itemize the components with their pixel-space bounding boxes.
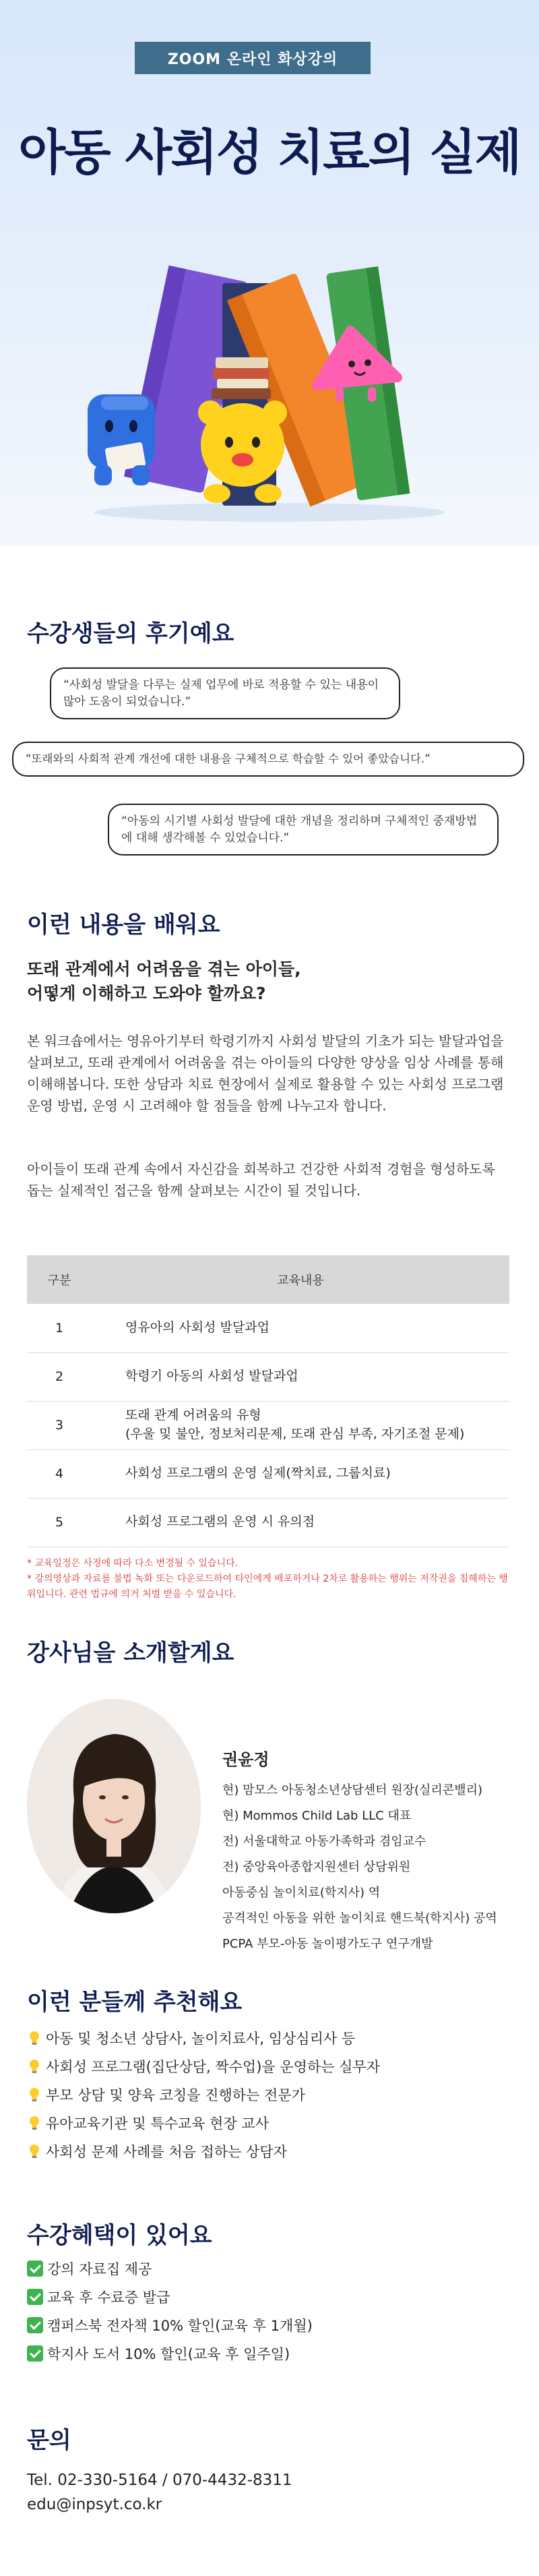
list-item: [27, 2080, 380, 2109]
career-item: 현) Mommos Child Lab LLC 대표: [222, 1809, 412, 1823]
instructor-name: 권윤정: [222, 1750, 270, 1769]
lightbulb-icon: [27, 2115, 42, 2131]
hero-illustration: [67, 243, 472, 526]
learn-subtitle-line: 어떻게 이해하고 도와야 할까요?: [27, 984, 266, 1004]
contact-title: 문의: [27, 2427, 71, 2454]
hero-banner: [0, 0, 539, 546]
row-number: 5: [27, 1498, 92, 1547]
benefits-title: 수강혜택이 있어요: [27, 2222, 212, 2249]
check-icon: [27, 2260, 43, 2277]
recommend-title: 이런 분들께 추천해요: [27, 1989, 243, 2016]
career-item: 현) 맘모스 아동청소년상담센터 원장(실리콘밸리): [222, 1783, 482, 1797]
list-item-text: 아동 및 청소년 상담사, 놀이치료사, 임상심리사 등: [46, 2031, 356, 2047]
learn-paragraph: 본 워크숍에서는 영유아기부터 학령기까지 사회성 발달의 기초가 되는 발달과업을 살펴보고, 또래 관계에서 어려움을 겪는 아이들의 다양한 양상을 임상 사례를 통해 이해해봅니다. 또한 상담과 치료 현장에서 실제로 활용할 수 있는 사회성 프로그램 운영 방법, 운영 시 고려해야 할 점들을 함께 나누고자 합니다.: [27, 1033, 504, 1114]
list-item-text: 사회성 프로그램(집단상담, 짝수업)을 운영하는 실무자: [46, 2059, 381, 2075]
lightbulb-icon: [27, 2143, 42, 2159]
list-item-text: 교육 후 수료증 발급: [47, 2289, 170, 2306]
career-item: 공격적인 아동을 위한 놀이치료 핸드북(학지사) 공역: [222, 1911, 497, 1925]
list-item-text: 부모 상담 및 양육 코칭을 진행하는 전문가: [46, 2087, 305, 2103]
notice-notes: [27, 1556, 512, 1602]
row-content: [92, 1352, 509, 1401]
lightbulb-icon: [27, 2087, 42, 2103]
lightbulb-icon: [27, 2058, 42, 2074]
contact-info: [27, 2469, 292, 2517]
instructor-career-list: [222, 1778, 497, 1957]
learn-subtitle-line: 또래 관계에서 어려움을 겪는 아이들,: [27, 959, 301, 979]
contact-tel: Tel. 02-330-5164 / 070-4432-8311: [27, 2472, 292, 2489]
learn-paragraph: 아이들이 또래 관계 속에서 자신감을 회복하고 건강한 사회적 경험을 형성하도록 돕는 실제적인 접근을 함께 살펴보는 시간이 될 것입니다.: [27, 1161, 495, 1199]
lightbulb-icon: [27, 2030, 42, 2046]
table-row: [27, 1304, 509, 1352]
notice-line: * 교육일정은 사정에 따라 다소 변경될 수 있습니다.: [27, 1558, 239, 1569]
list-item: [27, 2311, 313, 2339]
instructor-title: 강사님을 소개할게요: [27, 1640, 234, 1667]
recommend-list: [27, 2024, 380, 2165]
learn-title: 이런 내용을 배워요: [27, 911, 220, 938]
row-content-line: (우울 및 불안, 정보처리문제, 또래 관심 부족, 자기조절 문제): [125, 1427, 465, 1441]
row-content: [92, 1498, 509, 1547]
table-row: [27, 1401, 509, 1449]
reviews-title: 수강생들의 후기예요: [27, 620, 234, 647]
list-item-text: 강의 자료집 제공: [47, 2261, 152, 2277]
career-item: 전) 서울대학교 아동가족학과 겸임교수: [222, 1834, 426, 1849]
table-header: 교육내용: [92, 1255, 509, 1304]
row-number: 1: [27, 1304, 92, 1352]
instructor-photo: [27, 1699, 201, 1913]
list-item-text: 유아교육기관 및 특수교육 현장 교사: [46, 2116, 269, 2132]
row-content-line: 또래 관계 어려움의 유형: [125, 1408, 261, 1423]
notice-line: * 강의영상과 자료를 불법 녹화 또는 다운로드하여 타인에게 배포하거나 2차로 활용하는 행위는 저작권을 침해하는 행위입니다. 관련 법규에 의거 처벌 받을 수 있습니다.: [27, 1574, 508, 1600]
curriculum-table: [27, 1255, 509, 1547]
row-content-line: 사회성 프로그램의 운영 실제(짝치료, 그룹치료): [125, 1466, 391, 1481]
instructor-portrait: [27, 1699, 201, 1913]
career-item: 아동중심 놀이치료(학지사) 역: [222, 1886, 381, 1900]
list-item: [27, 2254, 313, 2283]
review-bubble: “아동의 시기별 사회성 발달에 대한 개념을 정리하며 구체적인 중재방법에 대해 생각해볼 수 있었습니다.”: [108, 804, 499, 856]
learn-subtitle: [27, 957, 301, 1007]
table-row: [27, 1498, 509, 1547]
row-content-line: 학령기 아동의 사회성 발달과업: [125, 1369, 298, 1384]
review-bubble: “또래와의 사회적 관계 개선에 대한 내용을 구체적으로 학습할 수 있어 좋았습니다.”: [12, 742, 524, 777]
row-content: [92, 1449, 509, 1498]
check-icon: [27, 2289, 43, 2305]
list-item: [27, 2109, 380, 2137]
row-content-line: 영유아의 사회성 발달과업: [125, 1319, 270, 1335]
career-item: PCPA 부모-아동 놀이평가도구 연구개발: [222, 1937, 433, 1951]
row-content-line: 사회성 프로그램의 운영 시 유의점: [125, 1514, 315, 1530]
check-icon: [27, 2345, 43, 2362]
row-number: 3: [27, 1401, 92, 1449]
table-row: [27, 1449, 509, 1498]
course-badge: ZOOM 온라인 화상강의: [135, 42, 371, 74]
table-header-row: [27, 1255, 509, 1304]
check-icon: [27, 2317, 43, 2333]
list-item: [27, 2283, 313, 2311]
benefits-list: [27, 2254, 313, 2368]
review-bubble: “사회성 발달을 다루는 실제 업무에 바로 적용할 수 있는 내용이 많아 도움이 되었습니다.”: [50, 667, 400, 719]
list-item-text: 캠퍼스북 전자책 10% 할인(교육 후 1개월): [47, 2318, 313, 2334]
row-number: 4: [27, 1449, 92, 1498]
list-item: [27, 2052, 380, 2080]
career-item: 전) 중앙육아종합지원센터 상담위원: [222, 1860, 411, 1874]
row-number: 2: [27, 1352, 92, 1401]
table-header: 구분: [27, 1255, 92, 1304]
list-item: [27, 2024, 380, 2052]
contact-email[interactable]: edu@inpsyt.co.kr: [27, 2495, 162, 2513]
list-item-text: 학지사 도서 10% 할인(교육 후 일주일): [47, 2346, 290, 2362]
row-content: [92, 1401, 509, 1449]
list-item: [27, 2339, 313, 2368]
page-title: 아동 사회성 치료의 실제: [18, 124, 521, 181]
table-row: [27, 1352, 509, 1401]
list-item: [27, 2137, 380, 2165]
list-item-text: 사회성 문제 사례를 처음 접하는 상담자: [46, 2144, 287, 2160]
row-content: [92, 1304, 509, 1352]
